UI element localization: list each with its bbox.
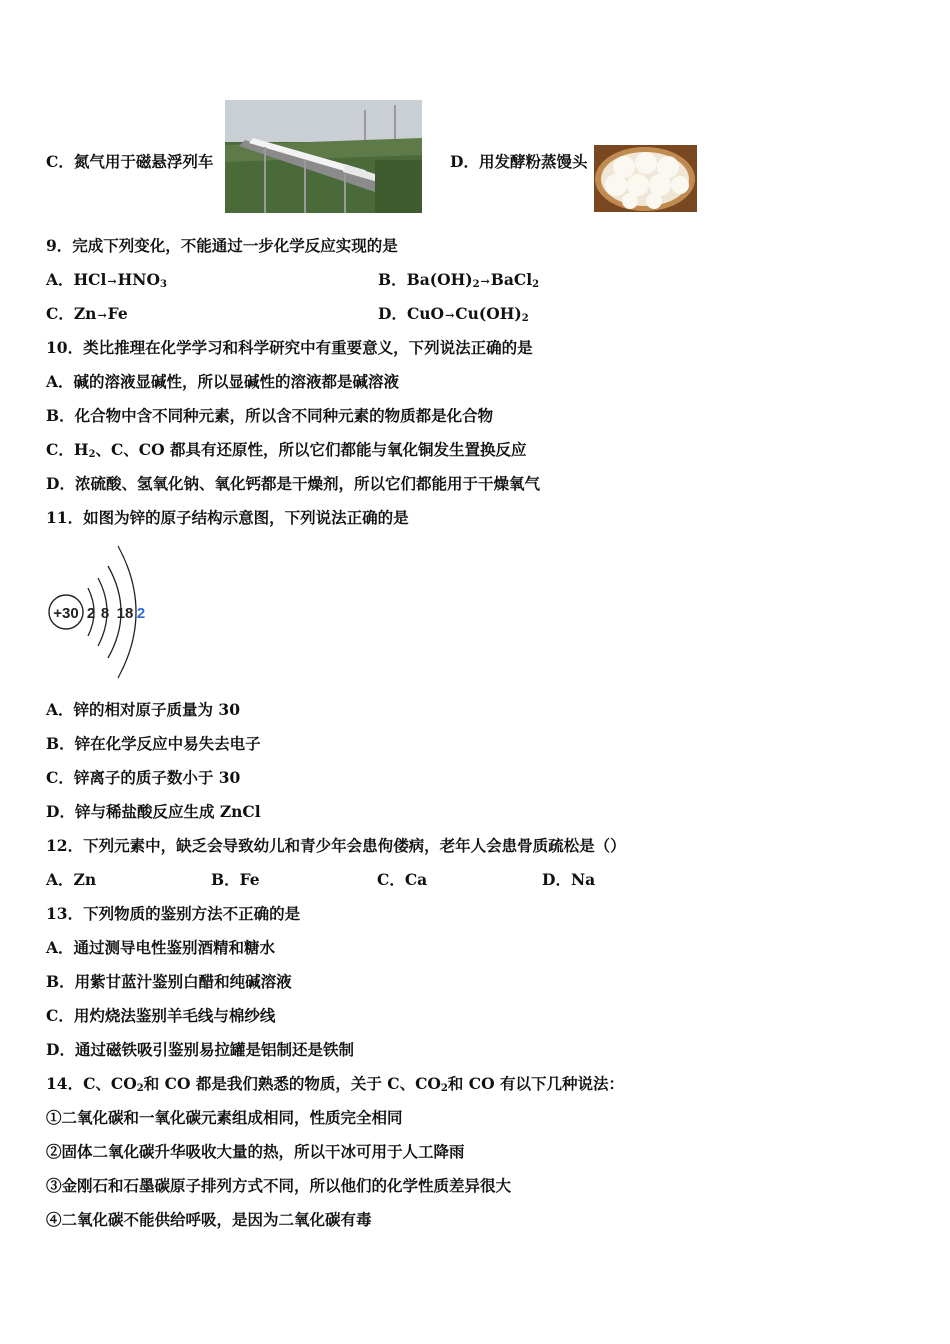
q12-option-a: A．Zn xyxy=(46,870,97,889)
q12-option-c: C．Ca xyxy=(377,870,428,889)
maglev-train-image xyxy=(225,100,422,213)
q11-option-d: D．锌与稀盐酸反应生成 ZnCl xyxy=(46,802,261,821)
q14-stem: 14．C、$CO_2$和 CO 都是我们熟悉的物质，关于 C、$CO_2$和 CO 有以下几种说法： xyxy=(46,1074,625,1094)
q12-stem: 12．下列元素中，缺乏会导致幼儿和青少年会患佝偻病，老年人会患骨质疏松是（） xyxy=(46,836,626,855)
zinc-atom-structure-diagram xyxy=(40,540,160,685)
q9-stem: 9．完成下列变化，不能通过一步化学反应实现的是 xyxy=(46,236,398,255)
q14-statement-1: ①二氧化碳和一氧化碳元素组成相同，性质完全相同 xyxy=(46,1108,403,1127)
q11-option-c: C．锌离子的质子数小于 30 xyxy=(46,768,241,787)
q10-option-b: B．化合物中含不同种元素，所以含不同种元素的物质都是化合物 xyxy=(46,406,494,425)
q8-option-d: D．用发酵粉蒸馒头 xyxy=(450,152,588,171)
q10-option-a: A．碱的溶液显碱性，所以显碱性的溶液都是碱溶液 xyxy=(46,372,400,391)
q11-stem: 11．如图为锌的原子结构示意图，下列说法正确的是 xyxy=(46,508,409,527)
q13-option-c: C．用灼烧法鉴别羊毛线与棉纱线 xyxy=(46,1006,276,1025)
q9-option-a: A．$HCl\to HNO_3$ xyxy=(46,270,167,290)
q9-option-d: D．$CuO\to Cu(OH)_2$ xyxy=(378,304,529,324)
q13-option-a: A．通过测导电性鉴别酒精和糖水 xyxy=(46,938,276,957)
q14-statement-4: ④二氧化碳不能供给呼吸，是因为二氧化碳有毒 xyxy=(46,1210,372,1229)
q12-option-b: B．Fe xyxy=(211,870,260,889)
q11-option-a: A．锌的相对原子质量为 30 xyxy=(46,700,240,719)
steamed-buns-image xyxy=(594,145,697,212)
q9-option-b: B．$Ba(OH)_2\to BaCl_2$ xyxy=(378,270,540,290)
shell-3-electrons: 18 xyxy=(116,605,134,622)
q10-stem: 10．类比推理在化学学习和科学研究中有重要意义，下列说法正确的是 xyxy=(46,338,533,357)
q10-option-c: C．$H_2$、C、CO 都具有还原性，所以它们都能与氧化铜发生置换反应 xyxy=(46,440,527,460)
q13-option-b: B．用紫甘蓝汁鉴别白醋和纯碱溶液 xyxy=(46,972,292,991)
q10-option-d: D．浓硫酸、氢氧化钠、氧化钙都是干燥剂，所以它们都能用于干燥氧气 xyxy=(46,474,540,493)
q11-option-b: B．锌在化学反应中易失去电子 xyxy=(46,734,261,753)
q14-statement-3: ③金刚石和石墨碳原子排列方式不同，所以他们的化学性质差异很大 xyxy=(46,1176,512,1195)
q13-option-d: D．通过磁铁吸引鉴别易拉罐是铝制还是铁制 xyxy=(46,1040,354,1059)
q8-option-c: C．氮气用于磁悬浮列车 xyxy=(46,152,214,171)
q13-stem: 13．下列物质的鉴别方法不正确的是 xyxy=(46,904,301,923)
shell-4-electrons: 2 xyxy=(136,605,146,622)
shell-1-electrons: 2 xyxy=(86,605,96,622)
shell-2-electrons: 8 xyxy=(100,605,110,622)
q14-statement-2: ②固体二氧化碳升华吸收大量的热，所以干冰可用于人工降雨 xyxy=(46,1142,465,1161)
nucleus-charge: +30 xyxy=(53,605,79,622)
q9-option-c: C．Zn→Fe xyxy=(46,304,128,323)
q12-option-d: D．Na xyxy=(542,870,596,889)
